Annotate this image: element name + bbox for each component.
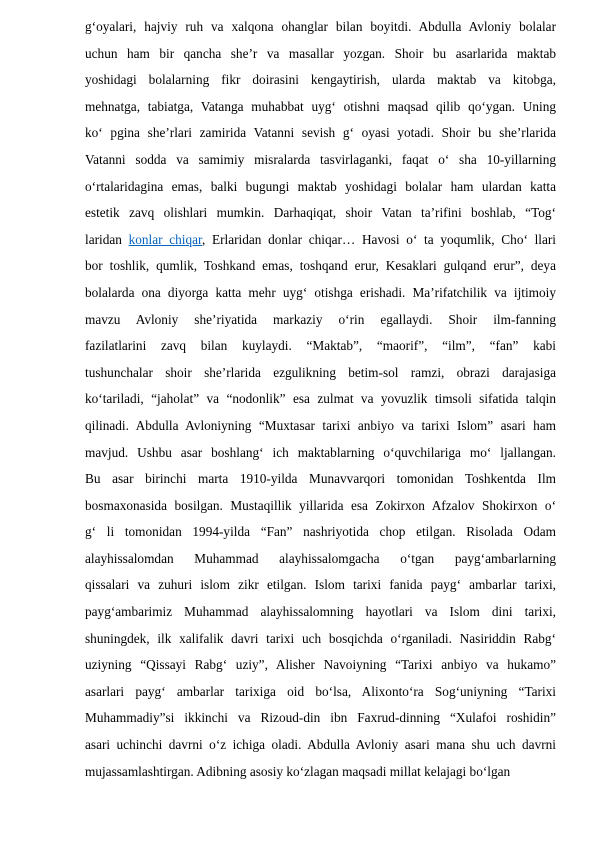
text-line-14: tushunchalar shoir she’rlarida ezgulikning betim-sol ramzi, obrazi darajasiga bbox=[85, 364, 556, 380]
text-line-28: asari uchinchi davrni o‘z ichiga oladi. Abdulla Avloniy asari mana shu uch davrni bbox=[85, 737, 556, 753]
text-line-20: g‘ li tomonidan 1994-yilda “Fan” nashriyotida chop etilgan. Risolada Odam bbox=[85, 524, 556, 540]
text-line-7: o‘rtalaridagina emas, balki bugungi maktab yoshidagi bolalar ham ulardan katta bbox=[85, 178, 556, 194]
text-line-4: mehnatga, tabiatga, Vatanga muhabbat uyg‘ otishni maqsad qilib qo‘ygan. Uning bbox=[85, 98, 556, 114]
document-page bbox=[85, 14, 556, 785]
text-line-23: payg‘ambarimiz Muhammad alayhissalomning hayotlari va Islom dini tarixi, bbox=[85, 604, 556, 620]
text-line-18: Bu asar birinchi marta 1910-yilda Munavvarqori tomonidan Toshkentda Ilm bbox=[85, 471, 556, 487]
text-line-11: bolalarda ona diyorga katta mehr uyg‘ otishga erishadi. Ma’rifatchilik va ijtimoiy bbox=[85, 284, 556, 300]
text-line-29: mujassamlashtirgan. Adibning asosiy ko‘zlagan maqsadi millat kelajagi bo‘lgan bbox=[85, 763, 511, 779]
text-line-25: uziyning “Qissayi Rabg‘ uziy”, Alisher Navoiyning “Tarixi anbiyo va hukamo” bbox=[85, 657, 556, 673]
text-line-9-before: laridan bbox=[85, 231, 129, 247]
text-line-17: mavjud. Ushbu asar boshlang‘ ich maktablarning o‘quvchilariga mo‘ ljallangan. bbox=[85, 444, 556, 460]
text-line-12: mavzu Avloniy she’riyatida markaziy o‘rin egallaydi. Shoir ilm-fanning bbox=[85, 311, 556, 327]
text-line-8: estetik zavq olishlari mumkin. Darhaqiqat, shoir Vatan ta’rifini boshlab, “Tog‘ bbox=[85, 205, 556, 221]
text-line-15: ko‘tariladi, “jaholat” va “nodonlik” esa zulmat va yovuzlik timsoli sifatida talqin bbox=[85, 391, 556, 407]
text-line-1: g‘oyalari, hajviy ruh va xalqona ohanglar bilan boyitdi. Abdulla Avloniy bolalar bbox=[85, 19, 556, 34]
text-line-6: Vatanni sodda va samimiy misralarda tasvirlaganki, faqat o‘ sha 10-yillarning bbox=[85, 151, 556, 167]
text-line-2: uchun ham bir qancha she’r va masallar yozgan. Shoir bu asarlarida maktab bbox=[85, 45, 556, 61]
text-line-19: bosmaxonasida bosilgan. Mustaqillik yillarida esa Zokirxon Afzalov Shokirxon o‘ bbox=[85, 497, 556, 513]
text-line-13: fazilatlarini zavq bilan kuylaydi. “Maktab”, “maorif”, “ilm”, “fan” kabi bbox=[85, 338, 556, 354]
konlar-chiqar-link[interactable]: konlar chiqar bbox=[128, 231, 202, 247]
text-line-22: qissalari va zuhuri islom zikr etilgan. Islom tarixi fanida payg‘ ambarlar tarixi, bbox=[85, 577, 556, 593]
text-line-9-after: , Erlaridan donlar chiqar… Havosi o‘ ta yoqumlik, Cho‘ llari bbox=[201, 231, 556, 247]
text-line-24: shuningdek, ilk xalifalik davri tarixi uch bosqichda o‘rganiladi. Nasiriddin Rabg‘ bbox=[85, 630, 556, 646]
text-line-16: qilinadi. Abdulla Avloniyning “Muxtasar tarixi anbiyo va tarixi Islom” asari ham bbox=[85, 417, 556, 433]
text-line-26: asarlari payg‘ ambarlar tarixiga oid bo‘lsa, Alixonto‘ra Sog‘uniyning “Tarixi bbox=[85, 683, 556, 699]
text-line-5: ko‘ pgina she’rlari zamirida Vatanni sevish g‘ oyasi yotadi. Shoir bu she’rlarida bbox=[85, 125, 556, 141]
text-line-9 bbox=[85, 227, 556, 254]
text-line-27: Muhammadiy”si ikkinchi va Rizoud-din ibn Faxrud-dinning “Xulafoi roshidin” bbox=[85, 710, 556, 726]
text-line-3: yoshidagi bolalarning fikr doirasini kengaytirish, ularda maktab va kitobga, bbox=[85, 72, 556, 88]
text-line-21: alayhissalomdan Muhammad alayhissalomgacha o‘tgan payg‘ambarlarning bbox=[85, 550, 556, 566]
text-line-10: bor toshlik, qumlik, Toshkand emas, toshqand erur, Kesaklari gulqand erur”, deya bbox=[85, 258, 556, 274]
